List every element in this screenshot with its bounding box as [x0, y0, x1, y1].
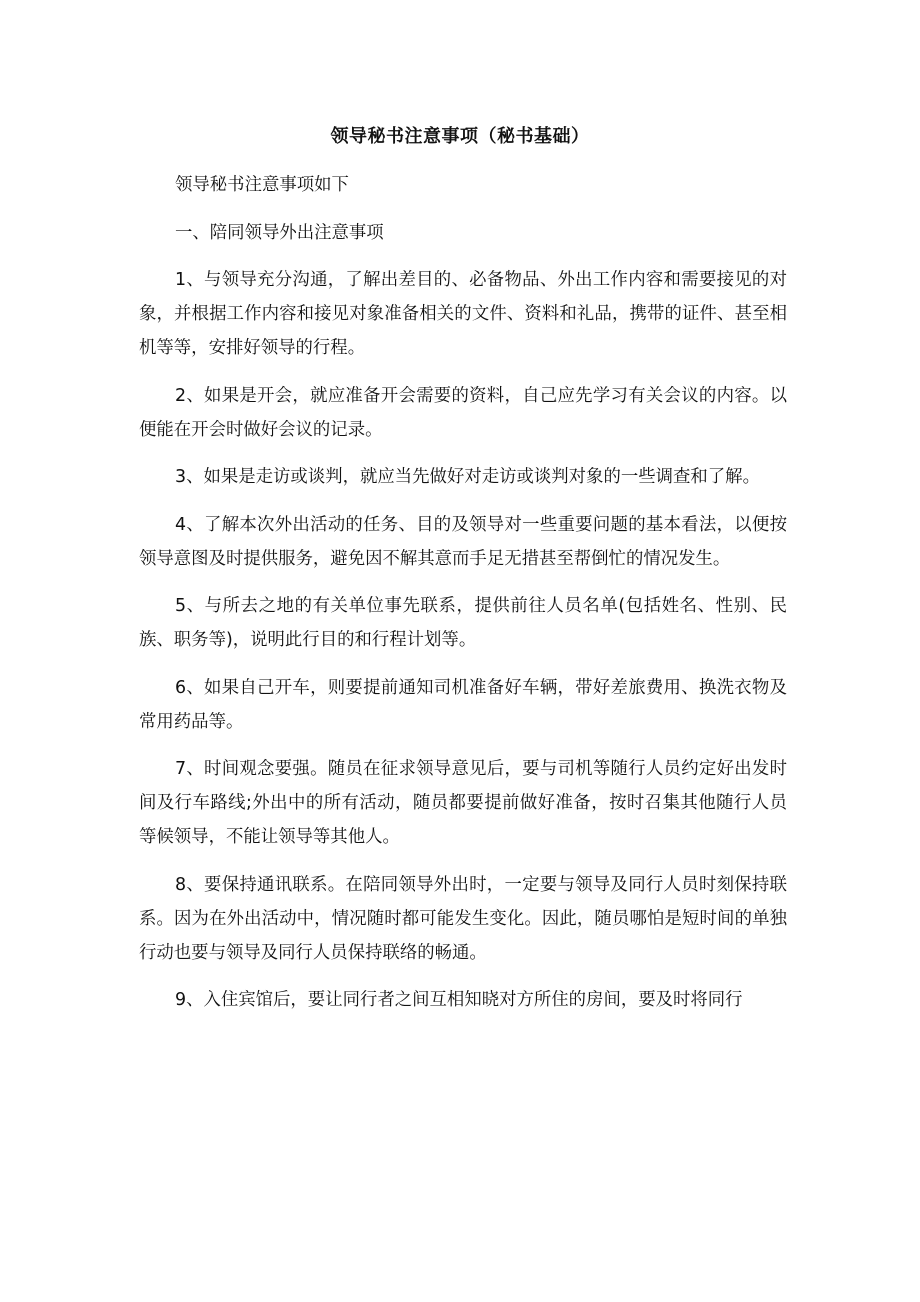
- paragraph-item-1: 1、与领导充分沟通，了解出差目的、必备物品、外出工作内容和需要接见的对象，并根据工作内容和接见对象准备相关的文件、资料和礼品，携带的证件、甚至相机等等，安排好领导的行程。: [139, 270, 787, 358]
- paragraph-intro: 领导秘书注意事项如下: [175, 175, 349, 195]
- document-body: [139, 168, 787, 1017]
- paragraph-item-5: 5、与所去之地的有关单位事先联系，提供前往人员名单(包括姓名、性别、民族、职务等)，说明此行目的和行程计划等。: [139, 596, 787, 650]
- section-heading: 一、陪同领导外出注意事项: [175, 222, 384, 243]
- paragraph-item-4: 4、了解本次外出活动的任务、目的及领导对一些重要问题的基本看法，以便按领导意图及时提供服务，避免因不解其意而手足无措甚至帮倒忙的情况发生。: [139, 514, 787, 569]
- paragraph-item-3: 3、如果是走访或谈判，就应当先做好对走访或谈判对象的一些调查和了解。: [175, 467, 760, 487]
- paragraph-item-2: 2、如果是开会，就应准备开会需要的资料，自己应先学习有关会议的内容。以便能在开会时做好会议的记录。: [139, 385, 787, 440]
- document-title: 领导秘书注意事项（秘书基础）: [330, 126, 590, 147]
- paragraph-item-8: 8、要保持通讯联系。在陪同领导外出时，一定要与领导及同行人员时刻保持联系。因为在外出活动中，情况随时都可能发生变化。因此，随员哪怕是短时间的单独行动也要与领导及同行人员保持联络的畅通。: [139, 874, 787, 963]
- paragraph-item-9: 9、入住宾馆后，要让同行者之间互相知晓对方所住的房间，要及时将同行: [175, 990, 743, 1010]
- paragraph-item-7: 7、时间观念要强。随员在征求领导意见后，要与司机等随行人员约定好出发时间及行车路线;外出中的所有活动，随员都要提前做好准备，按时召集其他随行人员等候领导，不能让领导等其他人。: [139, 759, 787, 847]
- paragraph-item-6: 6、如果自己开车，则要提前通知司机准备好车辆，带好差旅费用、换洗衣物及常用药品等。: [139, 677, 787, 732]
